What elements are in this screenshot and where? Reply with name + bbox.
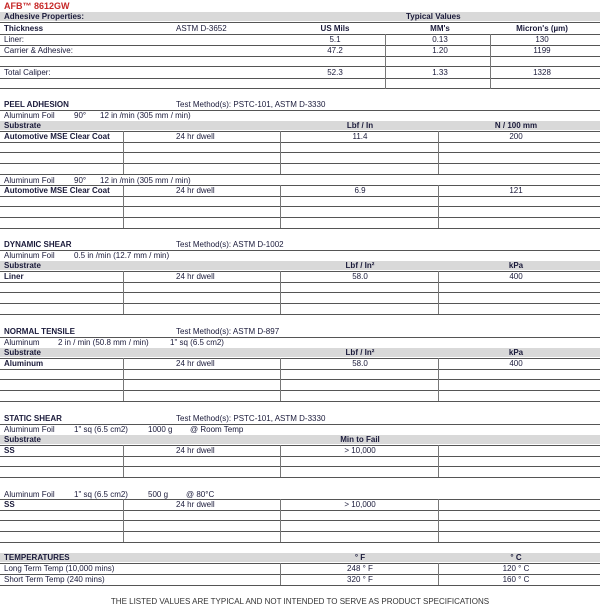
dynamic-cond-substrate: Aluminum Foil (4, 251, 55, 260)
peel-method: Test Method(s): PSTC-101, ASTM D-3330 (176, 100, 326, 109)
adhesive-section-label: Adhesive Properties: (4, 12, 85, 21)
peel-cond1-substrate: Aluminum Foil (4, 111, 55, 120)
static-row1-label: SS (4, 446, 15, 455)
static-cond2-area: 1" sq (6.5 cm2) (74, 490, 128, 499)
peel-row2-value1: 6.9 (354, 186, 366, 195)
peel-row1-label: Automotive MSE Clear Coat (4, 132, 110, 141)
peel-row2-value2: 121 (509, 186, 523, 195)
peel-cond2-substrate: Aluminum Foil (4, 176, 55, 185)
column-divider (280, 445, 281, 477)
dynamic-row-value2: 400 (509, 272, 523, 281)
dynamic-unit1-header: Lbf / In² (345, 261, 375, 270)
footer-disclaimer: THE LISTED VALUES ARE TYPICAL AND NOT INTENDED TO SERVE AS PRODUCT SPECIFICATIONS (110, 597, 490, 606)
column-divider (438, 563, 439, 585)
column-divider (438, 499, 439, 542)
column-header-microns: Micron's (µm) (516, 24, 568, 33)
column-divider (123, 131, 124, 174)
static-row2-value: > 10,000 (344, 500, 376, 509)
peel-row1-value1: 11.4 (352, 132, 368, 141)
divider (0, 520, 600, 521)
total-mm: 1.33 (432, 68, 448, 77)
typical-values-label: Typical Values (406, 12, 461, 21)
divider (0, 152, 600, 153)
divider (0, 499, 600, 500)
static-unit1-header: Min to Fail (340, 435, 380, 444)
dynamic-row-label: Liner (4, 272, 24, 281)
temps-long-f: 248 ° F (347, 564, 373, 573)
dynamic-method: Test Method(s): ASTM D-1002 (176, 240, 284, 249)
column-divider (123, 185, 124, 228)
tensile-cond-rate: 2 in / min (50.8 mm / min) (58, 338, 149, 347)
document-title: AFB™ 8612GW (4, 1, 70, 11)
divider (0, 282, 600, 283)
divider (0, 379, 600, 380)
temps-unit-c: ° C (510, 553, 522, 562)
temps-unit-f: ° F (354, 553, 366, 562)
tensile-row-label: Aluminum (4, 359, 44, 368)
peel-cond2-angle: 90° (74, 176, 87, 185)
tensile-unit2-header: kPa (508, 348, 524, 357)
column-divider (280, 499, 281, 542)
peel-cond1-angle: 90° (74, 111, 87, 120)
tensile-unit1-header: Lbf / In² (345, 348, 375, 357)
static-cond2-substrate: Aluminum Foil (4, 490, 55, 499)
divider (0, 292, 600, 293)
tensile-row-value1: 58.0 (352, 359, 368, 368)
divider (0, 585, 600, 586)
section-band (0, 12, 600, 21)
divider (0, 163, 600, 164)
static-row1-value: > 10,000 (344, 446, 376, 455)
temps-short-f: 320 ° F (347, 575, 373, 584)
column-divider (123, 445, 124, 477)
temps-long-label: Long Term Temp (10,000 mins) (4, 564, 115, 573)
divider (0, 369, 600, 370)
column-divider (123, 499, 124, 542)
divider (0, 466, 600, 467)
temps-title: TEMPERATURES (4, 553, 70, 562)
column-divider (490, 34, 491, 89)
thickness-label: Thickness (4, 24, 44, 33)
divider (0, 228, 600, 229)
liner-label: Liner: (4, 35, 25, 44)
liner-mils: 5.1 (329, 35, 341, 44)
column-divider (280, 358, 281, 401)
temps-short-c: 160 ° C (502, 575, 530, 584)
carrier-mils: 47.2 (327, 46, 343, 55)
divider (0, 314, 600, 315)
static-row2-label: SS (4, 500, 15, 509)
divider (0, 303, 600, 304)
header-band (0, 435, 600, 444)
divider (0, 390, 600, 391)
divider (0, 78, 600, 79)
peel-unit1-header: Lbf / In (346, 121, 374, 130)
dynamic-row-dwell: 24 hr dwell (176, 272, 215, 281)
divider (0, 510, 600, 511)
divider (0, 401, 600, 402)
column-divider (280, 271, 281, 314)
column-header-us-mils: US Mils (320, 24, 350, 33)
divider (0, 531, 600, 532)
thickness-method: ASTM D-3652 (176, 24, 227, 33)
peel-substrate-header: Substrate (4, 121, 41, 130)
peel-title: PEEL ADHESION (4, 100, 69, 109)
static-cond1-load: 1000 g (148, 425, 173, 434)
carrier-label: Carrier & Adhesive: (4, 46, 73, 55)
divider (0, 542, 600, 543)
total-microns: 1328 (533, 68, 551, 77)
divider (0, 110, 600, 111)
temps-short-label: Short Term Temp (240 mins) (4, 575, 105, 584)
dynamic-title: DYNAMIC SHEAR (4, 240, 72, 249)
tensile-substrate-header: Substrate (4, 348, 41, 357)
static-cond1-temp: @ Room Temp (190, 425, 244, 434)
static-row2-dwell: 24 hr dwell (176, 500, 215, 509)
peel-unit2-header: N / 100 mm (494, 121, 538, 130)
static-cond1-substrate: Aluminum Foil (4, 425, 55, 434)
static-cond1-area: 1" sq (6.5 cm2) (74, 425, 128, 434)
dynamic-row-value1: 58.0 (352, 272, 368, 281)
peel-row1-dwell: 24 hr dwell (176, 132, 215, 141)
liner-mm: 0.13 (432, 35, 448, 44)
total-mils: 52.3 (327, 68, 343, 77)
column-divider (438, 185, 439, 228)
tensile-method: Test Method(s): ASTM D-897 (176, 327, 280, 336)
divider (0, 22, 600, 23)
column-header-mms: MM's (430, 24, 450, 33)
column-divider (438, 131, 439, 174)
divider (0, 196, 600, 197)
liner-microns: 130 (535, 35, 549, 44)
dynamic-cond-rate: 0.5 in /min (12.7 mm / min) (74, 251, 170, 260)
column-divider (280, 185, 281, 228)
column-divider (438, 271, 439, 314)
divider (0, 66, 600, 67)
divider (0, 88, 600, 89)
column-divider (280, 131, 281, 174)
divider (0, 456, 600, 457)
column-divider (123, 271, 124, 314)
total-caliper-label: Total Caliper: (4, 68, 51, 77)
static-title: STATIC SHEAR (4, 414, 62, 423)
peel-row1-value2: 200 (509, 132, 523, 141)
static-substrate-header: Substrate (4, 435, 41, 444)
peel-row2-dwell: 24 hr dwell (176, 186, 215, 195)
divider (0, 56, 600, 57)
static-method: Test Method(s): PSTC-101, ASTM D-3330 (176, 414, 326, 423)
peel-cond2-rate: 12 in /min (305 mm / min) (100, 176, 191, 185)
divider (0, 174, 600, 175)
divider (0, 206, 600, 207)
static-cond2-load: 500 g (148, 490, 169, 499)
tensile-cond-substrate: Aluminum (4, 338, 40, 347)
carrier-microns: 1199 (533, 46, 551, 55)
tensile-title: NORMAL TENSILE (4, 327, 75, 336)
divider (0, 445, 600, 446)
column-divider (123, 358, 124, 401)
carrier-mm: 1.20 (432, 46, 448, 55)
tensile-cond-area: 1" sq (6.5 cm2) (170, 338, 224, 347)
dynamic-substrate-header: Substrate (4, 261, 41, 270)
column-divider (280, 563, 281, 585)
peel-cond1-rate: 12 in /min (305 mm / min) (100, 111, 191, 120)
divider (0, 142, 600, 143)
peel-row2-label: Automotive MSE Clear Coat (4, 186, 110, 195)
column-divider (438, 358, 439, 401)
column-divider (385, 34, 386, 89)
tensile-row-value2: 400 (509, 359, 523, 368)
divider (0, 217, 600, 218)
temps-long-c: 120 ° C (502, 564, 530, 573)
column-divider (438, 445, 439, 477)
static-row1-dwell: 24 hr dwell (176, 446, 215, 455)
static-cond2-temp: @ 80°C (186, 490, 215, 499)
dynamic-unit2-header: kPa (508, 261, 524, 270)
divider (0, 477, 600, 478)
tensile-row-dwell: 24 hr dwell (176, 359, 215, 368)
